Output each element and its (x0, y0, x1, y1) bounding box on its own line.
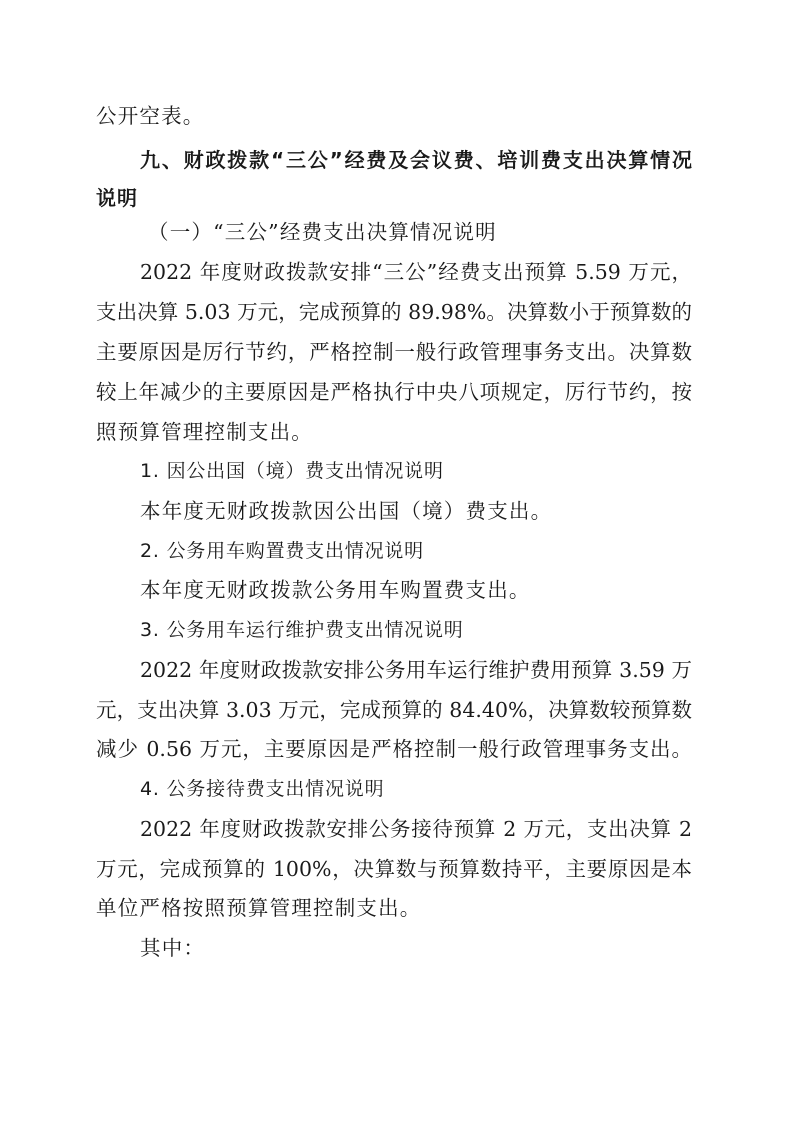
paragraph-line: 2022 年度财政拨款安排“三公”经费支出预算 5.59 万元， (140, 260, 692, 284)
item-heading-4: 4. 公务接待费支出情况说明 (140, 778, 385, 800)
paragraph-line: 本年度无财政拨款公务用车购置费支出。 (140, 578, 531, 602)
paragraph-line: 较上年减少的主要原因是严格执行中央八项规定，厉行节约，按 (96, 380, 692, 404)
item-heading-3: 3. 公务用车运行维护费支出情况说明 (140, 619, 464, 641)
section-heading-continued: 说明 (96, 186, 138, 210)
section-heading: 九、财政拨款“三公”经费及会议费、培训费支出决算情况 (140, 148, 692, 172)
paragraph-line: 其中： (140, 936, 206, 960)
item-heading-2: 2. 公务用车购置费支出情况说明 (140, 540, 424, 562)
paragraph-line: 单位严格按照预算管理控制支出。 (96, 896, 422, 920)
paragraph-line: 2022 年度财政拨款安排公务用车运行维护费用预算 3.59 万 (140, 658, 692, 682)
paragraph-line: 照预算管理控制支出。 (96, 420, 313, 444)
paragraph-line: 公开空表。 (96, 104, 205, 128)
item-heading-1: 1. 因公出国（境）费支出情况说明 (140, 460, 444, 482)
paragraph-line: 减少 0.56 万元，主要原因是严格控制一般行政管理事务支出。 (96, 737, 692, 761)
paragraph-line: 万元，完成预算的 100%，决算数与预算数持平，主要原因是本 (96, 857, 692, 881)
subsection-heading: （一）“三公”经费支出决算情况说明 (148, 220, 497, 244)
paragraph-line: 支出决算 5.03 万元，完成预算的 89.98%。决算数小于预算数的 (96, 300, 692, 324)
paragraph-line: 元，支出决算 3.03 万元，完成预算的 84.40%，决算数较预算数 (96, 698, 692, 722)
paragraph-line: 主要原因是厉行节约，严格控制一般行政管理事务支出。决算数 (96, 340, 692, 364)
paragraph-line: 本年度无财政拨款因公出国（境）费支出。 (140, 499, 553, 523)
paragraph-line: 2022 年度财政拨款安排公务接待预算 2 万元，支出决算 2 (140, 817, 692, 841)
